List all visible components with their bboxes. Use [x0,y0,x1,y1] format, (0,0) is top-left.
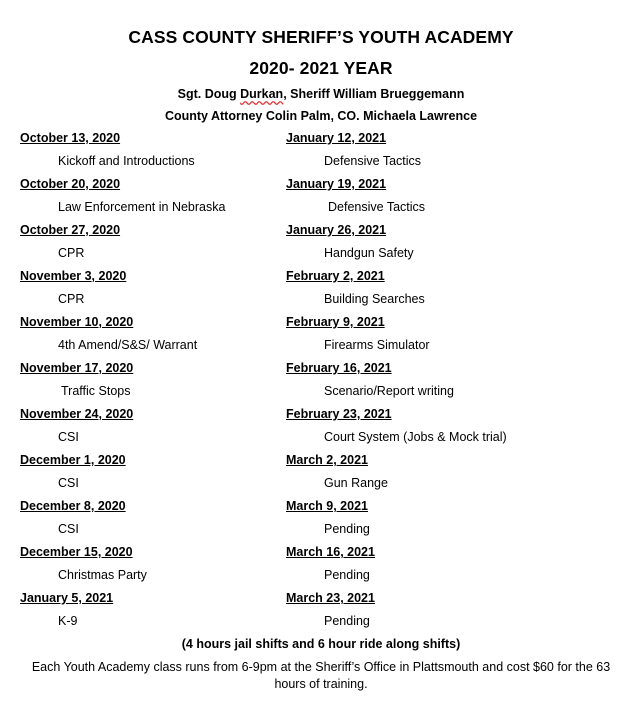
session-date: December 8, 2020 [20,499,126,513]
session-date: October 27, 2020 [20,223,121,237]
session-topic: CSI [58,476,79,490]
session-date: November 3, 2020 [20,269,127,283]
session-topic: 4th Amend/S&S/ Warrant [58,338,198,352]
session-date: March 23, 2021 [286,591,375,605]
session-topic: CPR [58,246,85,260]
session-date: November 24, 2020 [20,407,134,421]
session-topic: Court System (Jobs & Mock trial) [324,430,507,444]
session-date: October 13, 2020 [20,131,121,145]
session-topic: Gun Range [324,476,388,490]
session-date: January 12, 2021 [286,131,387,145]
staff-line-1 [0,87,642,101]
session-topic: Defensive Tactics [328,200,426,214]
session-topic: Defensive Tactics [324,154,422,168]
staff-line-1-post: , Sheriff William Brueggemann [283,87,465,101]
staff-line-2: County Attorney Colin Palm, CO. Michaela Lawrence [164,109,478,123]
session-date: March 16, 2021 [286,545,375,559]
staff-line-1-pre: Sgt. Doug [177,87,241,101]
session-topic: Pending [324,614,370,628]
session-topic: CSI [58,430,79,444]
document-year: 2020- 2021 YEAR [249,58,393,78]
session-date: March 9, 2021 [286,499,368,513]
session-topic: Pending [324,568,370,582]
session-date: November 17, 2020 [20,361,134,375]
session-topic: K-9 [58,614,78,628]
spellcheck-flagged-word: Durkan [240,87,284,101]
session-topic: CPR [58,292,85,306]
session-date: January 19, 2021 [286,177,387,191]
shifts-note: (4 hours jail shifts and 6 hour ride along shifts) [181,637,461,651]
session-date: January 26, 2021 [286,223,387,237]
session-date: February 9, 2021 [286,315,385,329]
session-topic: Building Searches [324,292,425,306]
session-date: December 15, 2020 [20,545,133,559]
session-topic: CSI [58,522,79,536]
session-date: January 5, 2021 [20,591,114,605]
document-title: CASS COUNTY SHERIFF’S YOUTH ACADEMY [128,27,514,47]
session-topic: Kickoff and Introductions [58,154,195,168]
session-topic: Handgun Safety [324,246,414,260]
session-date: November 10, 2020 [20,315,134,329]
session-topic: Scenario/Report writing [324,384,454,398]
session-date: March 2, 2021 [286,453,368,467]
session-topic: Christmas Party [58,568,147,582]
session-topic: Law Enforcement in Nebraska [58,200,226,214]
session-date: February 16, 2021 [286,361,392,375]
session-topic: Traffic Stops [61,384,131,398]
session-date: October 20, 2020 [20,177,121,191]
session-date: February 2, 2021 [286,269,385,283]
footer-info: Each Youth Academy class runs from 6-9pm at the Sheriff’s Office in Plattsmouth and cost $60 for the 63 hours of training. [31,660,611,691]
session-topic: Firearms Simulator [324,338,430,352]
session-topic: Pending [324,522,370,536]
session-date: February 23, 2021 [286,407,392,421]
session-date: December 1, 2020 [20,453,126,467]
